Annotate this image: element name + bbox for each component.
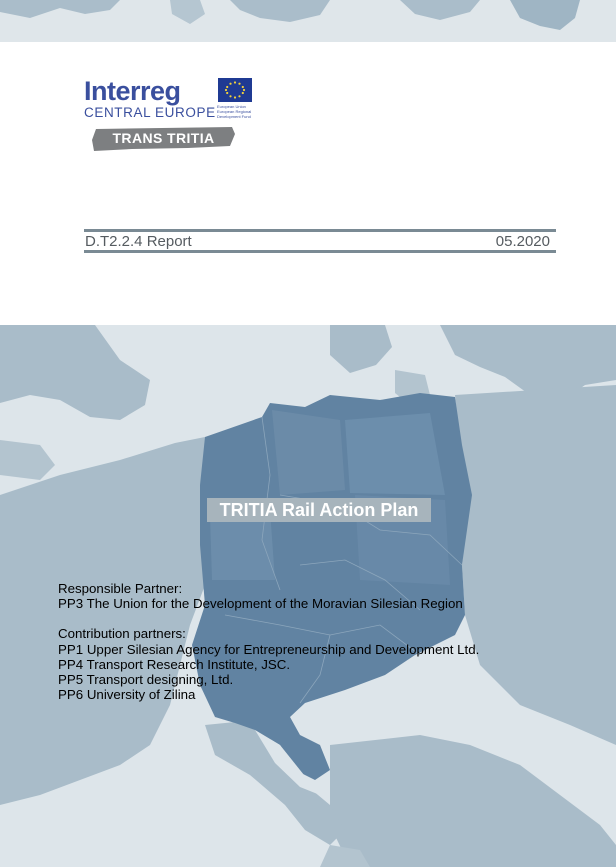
divider-top [84, 229, 556, 232]
map-top-graphic [0, 0, 616, 42]
divider-bottom [84, 250, 556, 253]
logo-region: CENTRAL EUROPE [84, 105, 216, 120]
project-name: TRANS TRITIA [112, 130, 215, 146]
eu-fund-label: European Union European Regional Development Fund [217, 104, 252, 119]
contribution-partner: PP4 Transport Research Institute, JSC. [58, 656, 291, 672]
map-strip-top [0, 0, 616, 42]
responsible-heading: Responsible Partner: [58, 581, 183, 596]
interreg-logo [84, 76, 259, 154]
contribution-heading: Contribution partners: [58, 626, 186, 642]
logo-program: Interreg [84, 76, 181, 106]
spacer [58, 611, 479, 626]
responsible-partner: PP3 The Union for the Development of the Moravian Silesian Region [58, 596, 463, 612]
title-box [207, 498, 431, 522]
partners-block [58, 581, 479, 702]
contribution-partner: PP1 Upper Silesian Agency for Entrepreneurship and Development Ltd. [58, 641, 480, 657]
eu-flag-icon [218, 78, 252, 102]
document-id: D.T2.2.4 Report [85, 233, 192, 250]
project-tag [92, 126, 235, 151]
page-title: TRITIA Rail Action Plan [219, 500, 419, 520]
document-date: 05.2020 [495, 233, 550, 250]
contribution-partner: PP5 Transport designing, Ltd. [58, 672, 234, 688]
contribution-partner: PP6 University of Zilina [58, 687, 196, 703]
